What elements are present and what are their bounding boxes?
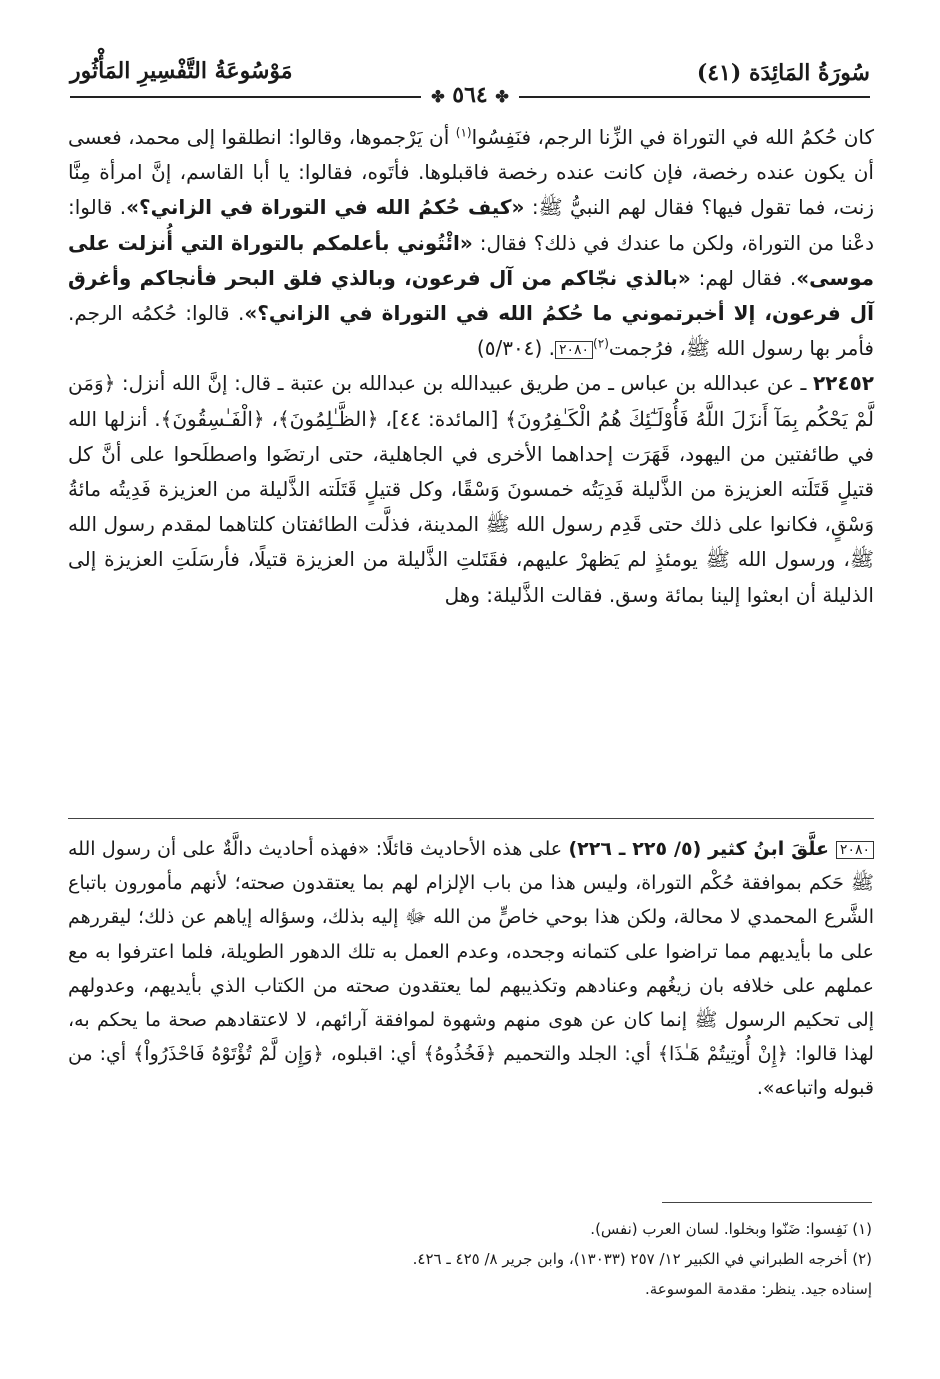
paragraph-continuation [68,120,874,366]
text-run: . أنزلها الله في طائفتين من اليهود، قَهَرَت إحداهما الأخرى في الجاهلية، حتى ارتضَوا واصطلَحوا على أنَّ كل قتيلٍ قَتَلَته العزيزة من الذَّليلة فَدِيَتُه خمسونَ وَسْقًا، وكل قتيلٍ قَتَلَته الذَّليلة من العزيزة فَدِيتُه مائةُ وَسْقٍ، فكانوا على ذلك حتى قَدِم رسول الله ﷺ المدينة، فذلَّت الطائفتان كلتاهما لمقدم رسول الله ﷺ، ورسول الله ﷺ يومئذٍ لم يَظهرْ عليهم، فقَتَلتِ الذَّليلة من العزيزة قتيلًا، فأرسَلَتِ العزيزة إلى الذليلة أن ابعثوا إلينا بمائة وسق. فقالت الذَّليلة: وهل [68,406,874,607]
quran-verse: ﴿وَمَن لَّمْ يَحْكُم بِمَآ أَنزَلَ اللَّهُ فَأُوْلَـٰٓئِكَ هُمُ الْكَـٰفِرُونَ﴾ [68,371,874,431]
quran-verse: ﴿إِنْ أُوتِيتُمْ هَـٰذَا﴾ [657,1043,789,1066]
footnote-marker-1: (١) [455,125,472,140]
commentary-source: علَّقَ ابنُ كثير (٥/ ٢٢٥ ـ ٢٢٦) [568,838,836,860]
commentary-block [68,832,874,1106]
section-divider [68,818,874,819]
ornament-icon: ✤ [495,87,509,106]
commentary-paragraph [68,832,874,1106]
hadith-paragraph [68,366,874,612]
text-run: أن يَرْجموها، وقالوا: انطلقوا إلى محمد، فعسى أن يكون عنده رخصة، فإن كانت عنده رخصة فاقبلوها. فأتَوه، فقالوا: يا أبا القاسم، إنَّ امرأة مِنَّا زنت، فما تقول فيها؟ فقال لهم النبيُّ ﷺ: [68,125,874,220]
quran-verse: ﴿الْفَـٰسِقُونَ﴾ [160,406,265,431]
verse-reference: [المائدة: ٤٤]، [378,406,506,431]
quran-verse: ﴿فَخُذُوهُ﴾ [423,1043,497,1066]
comment-ref-box: ٢٠٨٠ [555,341,593,359]
text-run: كان حُكمُ الله في التوراة في الزِّنا الرجم، فنَفِسُوا [471,125,874,149]
footnote-3: إسناده جيد. ينظر: مقدمة الموسوعة. [644,1280,872,1298]
footnote-divider [662,1202,872,1203]
footnote-marker-2: (٢) [593,336,609,351]
quran-verse: ﴿الظَّـٰلِمُونَ﴾ [277,406,379,431]
book-title: مَوْسُوعَةُ التَّفْسِيرِ المَأْثُور [70,58,293,84]
footnote-2: (٢) أخرجه الطبراني في الكبير ١٢/ ٢٥٧ (١٣٠٣٣)، وابن جرير ٨/ ٤٢٥ ـ ٤٢٦. [412,1250,872,1268]
page-header [70,58,870,108]
footnote-1: (١) نَفِسوا: ضَنّوا وبخلوا. لسان العرب (نفس). [590,1220,872,1238]
text-run: على هذه الأحاديث قائلًا: «فهذه أحاديث دالَّةٌ على أن رسول الله ﷺ حَكم بموافقة حُكْم التوراة، وليس هذا من باب الإلزام لهم بما يعتقدون صحته؛ لأنهم مأمورون باتباع الشَّرع المحمدي لا محالة، ولكن هذا بوحي خاصٍّ من الله ﷻ إليه بذلك، وسؤاله إياهم عن ذلك؛ ليقررهم على ما بأيديهم مما تراضوا على كتمانه وجحده، وعدم العمل به تلك الدهور الطويلة، فلما اعترفوا به مع عملهم على خلافه بان زيغُهم وعنادهم وتكذيبهم لما يعتقدون صحته من الكتاب الذي بأيديهم، وعدولهم إلى تحكيم الرسول ﷺ إنما كان عن هوى منهم وشهوة لموافقة آرائهم، لا لاعتقادهم صحة ما يحكم به، لهذا قالوا: [68,838,874,1066]
text-run: . (٥/٣٠٤) [476,336,555,361]
text-run: . فقال لهم: [690,265,797,290]
page-number: ٥٦٤ [452,82,488,108]
surah-title: سُورَةُ المَائِدَة (٤١) [696,60,870,86]
main-text [68,120,874,613]
text-run: أي: اقبلوه، [323,1043,424,1066]
page-number-wrap [421,82,519,108]
ornament-icon: ✤ [431,87,445,106]
prophet-quote: «بالذي نجّاكم من آل فرعون، وبالذي فلق البحر فأنجاكم وأغرق آل فرعون، إلا أخبرتموني ما حُكمُ الله في التوراة في الزاني؟» [68,265,874,326]
text-run: ـ عن عبدالله بن عباس ـ من طريق عبيدالله بن عبدالله بن عتبة ـ قال: إنَّ الله أنزل: [115,371,813,396]
hadith-number: ٢٢٤٥٢ [812,371,874,396]
text-run: ، [264,406,278,431]
footnotes [66,1214,872,1304]
prophet-quote: «ائْتُوني بأعلمكم بالتوراة التي أُنزلت على موسى» [68,230,875,290]
text-run: أي: من قبوله واتباعه». [68,1043,874,1100]
text-run: . قالوا: حُكمُه الرجم. فأمر بها رسول الله ﷺ، فرُجمت [68,301,874,361]
prophet-quote: «كيف حُكمُ الله في التوراة في الزاني؟» [126,195,525,220]
quran-verse: ﴿وَإِن لَّمْ تُؤْتَوْهُ فَاحْذَرُواْ﴾ [133,1043,324,1066]
comment-ref-box: ٢٠٨٠ [836,841,874,859]
page-number-area [70,82,870,108]
text-run: . قالوا: دعْنا من التوراة، ولكن ما عندك في ذلك؟ فقال: [68,195,875,255]
text-run: أي: الجلد والتحميم [496,1043,658,1066]
